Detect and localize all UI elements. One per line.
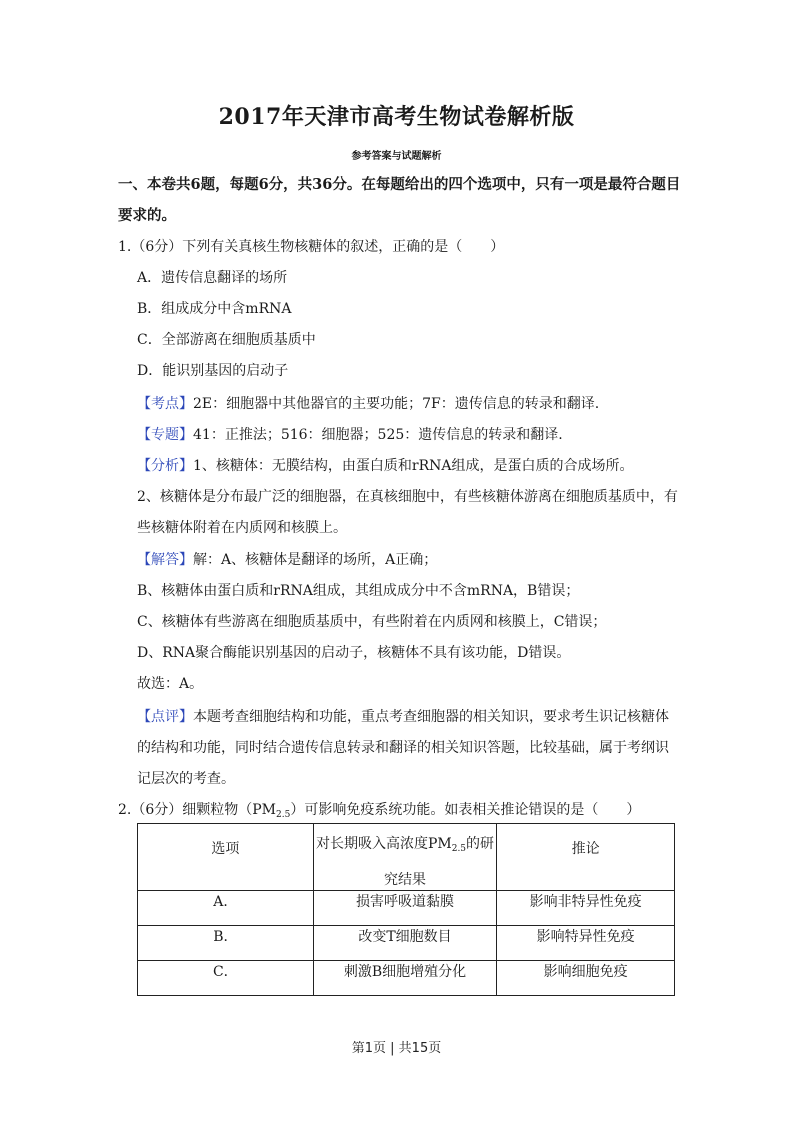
header-inference	[497, 824, 675, 891]
header-result-mid: 的研	[466, 836, 495, 852]
question2-stem-subscript: 2.5	[276, 810, 291, 820]
kaodian-line	[137, 394, 599, 414]
question1-option-d: D．能识别基因的启动子	[137, 363, 289, 379]
document-title: 2017年天津市高考生物试卷解析版	[218, 104, 575, 130]
question2-stem-prefix: 2.（6分）细颗粒物（PM	[118, 802, 277, 818]
question1-option-c: C．全部游离在细胞质基质中	[137, 332, 316, 348]
zhuanti-tag: 【专题】	[137, 427, 193, 443]
dianping-line	[137, 707, 669, 727]
row-result: 改变T细胞数目	[313, 926, 497, 961]
header-result	[313, 824, 497, 891]
jieda-text: 解：A、核糖体是翻译的场所，A正确；	[193, 552, 438, 568]
row-inference: 影响特异性免疫	[497, 926, 675, 961]
table-header-row	[138, 824, 675, 891]
jieda-c: C、核糖体有些游离在细胞质基质中，有些附着在内质网和核膜上，C错误；	[137, 614, 607, 630]
question2-stem	[118, 800, 640, 825]
zhuanti-line	[137, 425, 563, 445]
dianping-tag: 【点评】	[137, 709, 193, 725]
fenxi-tag: 【分析】	[137, 458, 193, 474]
fenxi-line-2: 2、核糖体是分布最广泛的细胞器，在真核细胞中，有些核糖体游离在细胞质基质中，有	[137, 489, 678, 505]
header-result-prefix: 对长期吸入高浓度PM	[315, 836, 452, 852]
page-indicator: 第1页 | 共15页	[351, 1041, 442, 1056]
kaodian-tag: 【考点】	[137, 396, 193, 412]
document-subtitle: 参考答案与试题解析	[351, 151, 442, 162]
jieda-b: B、核糖体由蛋白质和rRNA组成，其组成成分中不含mRNA，B错误；	[137, 583, 580, 599]
fenxi-line-3: 些核糖体附着在内质网和核膜上。	[137, 520, 347, 536]
jieda-tag: 【解答】	[137, 552, 193, 568]
row-inference: 影响细胞免疫	[497, 961, 675, 996]
row-result: 刺激B细胞增殖分化	[313, 961, 497, 996]
dianping-line-2: 的结构和功能，同时结合遗传信息转录和翻译的相关知识答题，比较基础，属于考纲识	[137, 740, 669, 756]
row-inference: 影响非特异性免疫	[497, 891, 675, 926]
answer-line: 故选：A。	[137, 676, 204, 692]
row-result: 损害呼吸道黏膜	[313, 891, 497, 926]
row-option: A．	[138, 891, 314, 926]
table-row	[138, 961, 675, 996]
kaodian-text: 2E：细胞器中其他器官的主要功能；7F：遗传信息的转录和翻译.	[193, 396, 600, 412]
header-option-text: 选项	[211, 841, 240, 857]
section-heading-continued: 要求的。	[118, 207, 176, 224]
jieda-line	[137, 550, 437, 570]
question1-stem: 1.（6分）下列有关真核生物核糖体的叙述，正确的是（ ）	[118, 239, 505, 255]
row-option: B．	[138, 926, 314, 961]
zhuanti-text: 41：正推法；516：细胞器；525：遗传信息的转录和翻译.	[193, 427, 563, 443]
section-heading: 一、本卷共6题，每题6分，共36分。在每题给出的四个选项中，只有一项是最符合题目	[118, 176, 681, 193]
table-row	[138, 891, 675, 926]
header-result-line2: 究结果	[384, 872, 426, 888]
fenxi-line	[137, 456, 634, 476]
question2-table	[137, 823, 675, 996]
question1-option-b: B．组成成分中含mRNA	[137, 301, 292, 317]
header-result-subscript: 2.5	[451, 844, 467, 854]
dianping-text: 本题考查细胞结构和功能，重点考查细胞器的相关知识，要求考生识记核糖体	[193, 709, 669, 725]
row-option: C．	[138, 961, 314, 996]
header-result-text	[314, 824, 497, 890]
header-inference-text: 推论	[571, 841, 600, 857]
question1-option-a: A．遗传信息翻译的场所	[137, 270, 288, 286]
header-option	[138, 824, 314, 891]
question2-stem-suffix: ）可影响免疫系统功能。如表相关推论错误的是（ ）	[290, 802, 641, 818]
jieda-d: D、RNA聚合酶能识别基因的启动子，核糖体不具有该功能，D错误。	[137, 645, 571, 661]
table-row	[138, 926, 675, 961]
fenxi-text: 1、核糖体：无膜结构，由蛋白质和rRNA组成，是蛋白质的合成场所。	[193, 458, 634, 474]
dianping-line-3: 记层次的考查。	[137, 771, 235, 787]
